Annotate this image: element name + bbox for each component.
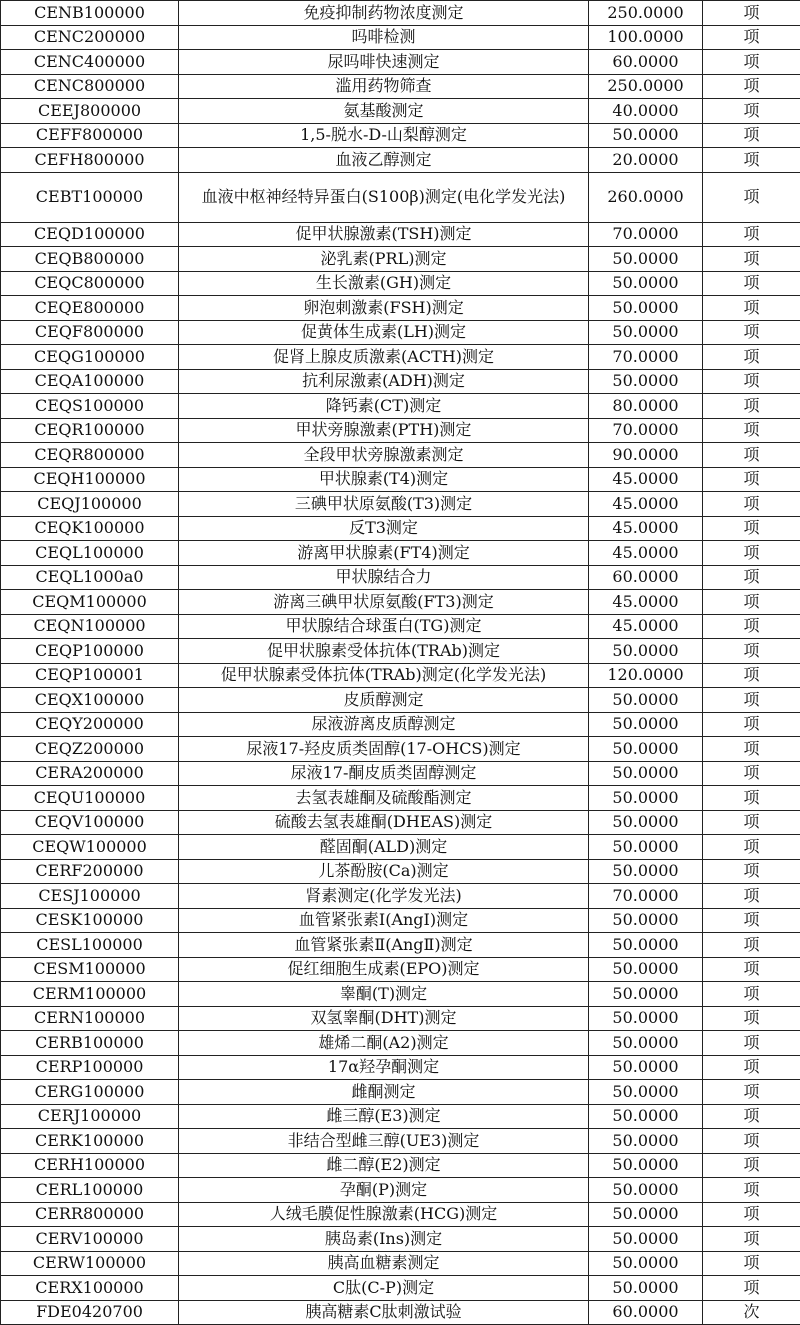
item-name-cell: 抗利尿激素(ADH)测定: [179, 369, 589, 394]
item-unit-cell: 项: [703, 394, 800, 419]
item-price-cell: 120.0000: [589, 663, 703, 688]
item-unit-cell: 项: [703, 761, 800, 786]
item-code-cell: CERX100000: [1, 1276, 179, 1301]
item-price-cell: 50.0000: [589, 737, 703, 762]
item-code-cell: CEQK100000: [1, 516, 179, 541]
item-name-cell: 尿液游离皮质醇测定: [179, 712, 589, 737]
table-row: [1, 1178, 800, 1203]
item-unit-cell: 项: [703, 1178, 800, 1203]
item-name-cell: 尿液17-羟皮质类固醇(17-OHCS)测定: [179, 737, 589, 762]
item-code-cell: CEQM100000: [1, 590, 179, 615]
item-unit-cell: 项: [703, 369, 800, 394]
table-row: [1, 810, 800, 835]
item-code-cell: CEQC800000: [1, 271, 179, 296]
item-price-cell: 45.0000: [589, 614, 703, 639]
item-price-cell: 60.0000: [589, 565, 703, 590]
item-name-cell: 促甲状腺素受体抗体(TRAb)测定: [179, 639, 589, 664]
table-row: [1, 467, 800, 492]
item-code-cell: CERP100000: [1, 1055, 179, 1080]
table-row: [1, 148, 800, 173]
item-price-cell: 50.0000: [589, 933, 703, 958]
item-name-cell: 睾酮(T)测定: [179, 982, 589, 1007]
item-name-cell: 儿茶酚胺(Ca)测定: [179, 859, 589, 884]
item-name-cell: 反T3测定: [179, 516, 589, 541]
item-price-cell: 50.0000: [589, 761, 703, 786]
item-price-cell: 50.0000: [589, 786, 703, 811]
item-price-cell: 50.0000: [589, 1031, 703, 1056]
item-price-cell: 50.0000: [589, 1080, 703, 1105]
table-row: [1, 688, 800, 713]
table-row: [1, 418, 800, 443]
item-unit-cell: 项: [703, 1153, 800, 1178]
item-code-cell: CEBT100000: [1, 172, 179, 222]
item-name-cell: 胰高血糖素测定: [179, 1251, 589, 1276]
item-unit-cell: 项: [703, 884, 800, 909]
item-code-cell: CERR800000: [1, 1202, 179, 1227]
table-row: [1, 1006, 800, 1031]
item-code-cell: CERF200000: [1, 859, 179, 884]
table-row: [1, 123, 800, 148]
table-row: [1, 1104, 800, 1129]
item-name-cell: 雌酮测定: [179, 1080, 589, 1105]
item-code-cell: CEQV100000: [1, 810, 179, 835]
item-code-cell: CENC800000: [1, 74, 179, 99]
item-unit-cell: 项: [703, 516, 800, 541]
item-unit-cell: 项: [703, 172, 800, 222]
item-unit-cell: 项: [703, 50, 800, 75]
item-price-cell: 250.0000: [589, 1, 703, 26]
item-price-cell: 20.0000: [589, 148, 703, 173]
fee-table-body: [1, 1, 800, 1325]
item-code-cell: CEQG100000: [1, 345, 179, 370]
table-row: [1, 614, 800, 639]
item-name-cell: 吗啡检测: [179, 25, 589, 50]
table-row: [1, 982, 800, 1007]
table-row: [1, 541, 800, 566]
item-price-cell: 50.0000: [589, 1153, 703, 1178]
table-row: [1, 394, 800, 419]
item-unit-cell: 项: [703, 541, 800, 566]
item-unit-cell: 项: [703, 712, 800, 737]
item-name-cell: 17α羟孕酮测定: [179, 1055, 589, 1080]
item-price-cell: 50.0000: [589, 1178, 703, 1203]
item-code-cell: CESM100000: [1, 957, 179, 982]
item-name-cell: 甲状腺结合力: [179, 565, 589, 590]
item-name-cell: 甲状旁腺激素(PTH)测定: [179, 418, 589, 443]
item-price-cell: 90.0000: [589, 443, 703, 468]
item-name-cell: 胰高糖素C肽刺激试验: [179, 1300, 589, 1325]
item-price-cell: 50.0000: [589, 1006, 703, 1031]
item-name-cell: 促甲状腺素受体抗体(TRAb)测定(化学发光法): [179, 663, 589, 688]
item-code-cell: CEQF800000: [1, 320, 179, 345]
item-name-cell: 肾素测定(化学发光法): [179, 884, 589, 909]
item-code-cell: FDE0420700: [1, 1300, 179, 1325]
item-code-cell: CEQR800000: [1, 443, 179, 468]
item-code-cell: CENC200000: [1, 25, 179, 50]
item-name-cell: 血液乙醇测定: [179, 148, 589, 173]
item-unit-cell: 项: [703, 247, 800, 272]
table-row: [1, 884, 800, 909]
table-row: [1, 1202, 800, 1227]
item-price-cell: 50.0000: [589, 810, 703, 835]
item-price-cell: 45.0000: [589, 467, 703, 492]
item-code-cell: CEQW100000: [1, 835, 179, 860]
item-unit-cell: 项: [703, 1055, 800, 1080]
item-price-cell: 50.0000: [589, 296, 703, 321]
item-name-cell: 甲状腺素(T4)测定: [179, 467, 589, 492]
table-row: [1, 1, 800, 26]
item-unit-cell: 项: [703, 737, 800, 762]
table-row: [1, 50, 800, 75]
item-code-cell: CEQR100000: [1, 418, 179, 443]
item-price-cell: 70.0000: [589, 418, 703, 443]
item-code-cell: CEQX100000: [1, 688, 179, 713]
item-name-cell: 血管紧张素Ⅱ(AngⅡ)测定: [179, 933, 589, 958]
item-price-cell: 45.0000: [589, 516, 703, 541]
item-code-cell: CESK100000: [1, 908, 179, 933]
item-name-cell: 非结合型雌三醇(UE3)测定: [179, 1129, 589, 1154]
item-price-cell: 50.0000: [589, 859, 703, 884]
item-price-cell: 50.0000: [589, 1055, 703, 1080]
item-name-cell: 1,5-脱水-D-山梨醇测定: [179, 123, 589, 148]
item-price-cell: 50.0000: [589, 1129, 703, 1154]
item-unit-cell: 项: [703, 933, 800, 958]
item-unit-cell: 项: [703, 835, 800, 860]
item-unit-cell: 项: [703, 1, 800, 26]
item-code-cell: CERN100000: [1, 1006, 179, 1031]
item-name-cell: 雌三醇(E3)测定: [179, 1104, 589, 1129]
item-unit-cell: 项: [703, 25, 800, 50]
item-price-cell: 50.0000: [589, 688, 703, 713]
item-unit-cell: 项: [703, 786, 800, 811]
item-unit-cell: 项: [703, 1104, 800, 1129]
item-code-cell: CEQL1000a0: [1, 565, 179, 590]
item-price-cell: 50.0000: [589, 957, 703, 982]
item-name-cell: 全段甲状旁腺激素测定: [179, 443, 589, 468]
item-name-cell: 生长激素(GH)测定: [179, 271, 589, 296]
item-name-cell: 滥用药物筛查: [179, 74, 589, 99]
item-unit-cell: 项: [703, 1202, 800, 1227]
item-name-cell: 游离三碘甲状原氨酸(FT3)测定: [179, 590, 589, 615]
item-price-cell: 250.0000: [589, 74, 703, 99]
item-unit-cell: 项: [703, 418, 800, 443]
item-unit-cell: 项: [703, 565, 800, 590]
item-code-cell: CERJ100000: [1, 1104, 179, 1129]
item-name-cell: 去氢表雄酮及硫酸酯测定: [179, 786, 589, 811]
table-row: [1, 492, 800, 517]
item-price-cell: 45.0000: [589, 590, 703, 615]
item-name-cell: 雄烯二酮(A2)测定: [179, 1031, 589, 1056]
table-row: [1, 565, 800, 590]
item-code-cell: CERV100000: [1, 1227, 179, 1252]
item-unit-cell: 项: [703, 1080, 800, 1105]
item-code-cell: CEQP100001: [1, 663, 179, 688]
item-price-cell: 70.0000: [589, 222, 703, 247]
table-row: [1, 369, 800, 394]
table-row: [1, 639, 800, 664]
table-row: [1, 443, 800, 468]
item-unit-cell: 次: [703, 1300, 800, 1325]
table-row: [1, 835, 800, 860]
item-name-cell: 血液中枢神经特异蛋白(S100β)测定(电化学发光法): [179, 172, 589, 222]
item-unit-cell: 项: [703, 271, 800, 296]
item-code-cell: CERB100000: [1, 1031, 179, 1056]
item-unit-cell: 项: [703, 443, 800, 468]
item-unit-cell: 项: [703, 688, 800, 713]
item-unit-cell: 项: [703, 859, 800, 884]
item-unit-cell: 项: [703, 590, 800, 615]
item-unit-cell: 项: [703, 296, 800, 321]
item-code-cell: CEQL100000: [1, 541, 179, 566]
item-unit-cell: 项: [703, 492, 800, 517]
table-row: [1, 271, 800, 296]
item-name-cell: 降钙素(CT)测定: [179, 394, 589, 419]
table-row: [1, 25, 800, 50]
item-name-cell: 血管紧张素Ⅰ(AngⅠ)测定: [179, 908, 589, 933]
item-price-cell: 100.0000: [589, 25, 703, 50]
item-name-cell: 氨基酸测定: [179, 99, 589, 124]
item-code-cell: CEFH800000: [1, 148, 179, 173]
item-price-cell: 50.0000: [589, 1227, 703, 1252]
item-code-cell: CEFF800000: [1, 123, 179, 148]
item-name-cell: C肽(C-P)测定: [179, 1276, 589, 1301]
item-name-cell: 甲状腺结合球蛋白(TG)测定: [179, 614, 589, 639]
item-price-cell: 50.0000: [589, 271, 703, 296]
table-row: [1, 1031, 800, 1056]
item-name-cell: 胰岛素(Ins)测定: [179, 1227, 589, 1252]
item-price-cell: 50.0000: [589, 369, 703, 394]
item-code-cell: CEQB800000: [1, 247, 179, 272]
item-unit-cell: 项: [703, 908, 800, 933]
table-row: [1, 957, 800, 982]
table-row: [1, 1129, 800, 1154]
item-unit-cell: 项: [703, 320, 800, 345]
item-name-cell: 孕酮(P)测定: [179, 1178, 589, 1203]
item-code-cell: CEQU100000: [1, 786, 179, 811]
item-price-cell: 50.0000: [589, 1202, 703, 1227]
table-row: [1, 516, 800, 541]
table-row: [1, 172, 800, 222]
item-code-cell: CEEJ800000: [1, 99, 179, 124]
table-row: [1, 99, 800, 124]
item-code-cell: CEQY200000: [1, 712, 179, 737]
table-row: [1, 1276, 800, 1301]
item-name-cell: 促甲状腺激素(TSH)测定: [179, 222, 589, 247]
item-code-cell: CERH100000: [1, 1153, 179, 1178]
item-price-cell: 80.0000: [589, 394, 703, 419]
item-code-cell: CEQN100000: [1, 614, 179, 639]
item-unit-cell: 项: [703, 957, 800, 982]
table-row: [1, 296, 800, 321]
item-price-cell: 50.0000: [589, 1104, 703, 1129]
table-row: [1, 933, 800, 958]
item-unit-cell: 项: [703, 639, 800, 664]
item-name-cell: 人绒毛膜促性腺激素(HCG)测定: [179, 1202, 589, 1227]
item-code-cell: CEQH100000: [1, 467, 179, 492]
item-unit-cell: 项: [703, 1006, 800, 1031]
item-name-cell: 促红细胞生成素(EPO)测定: [179, 957, 589, 982]
item-unit-cell: 项: [703, 1031, 800, 1056]
item-unit-cell: 项: [703, 345, 800, 370]
item-code-cell: CEQP100000: [1, 639, 179, 664]
item-unit-cell: 项: [703, 99, 800, 124]
item-price-cell: 50.0000: [589, 639, 703, 664]
item-name-cell: 卵泡刺激素(FSH)测定: [179, 296, 589, 321]
item-name-cell: 雌二醇(E2)测定: [179, 1153, 589, 1178]
item-code-cell: CEQA100000: [1, 369, 179, 394]
item-unit-cell: 项: [703, 982, 800, 1007]
item-unit-cell: 项: [703, 148, 800, 173]
item-price-cell: 40.0000: [589, 99, 703, 124]
table-row: [1, 590, 800, 615]
item-unit-cell: 项: [703, 810, 800, 835]
item-price-cell: 50.0000: [589, 1251, 703, 1276]
item-name-cell: 免疫抑制药物浓度测定: [179, 1, 589, 26]
item-unit-cell: 项: [703, 1227, 800, 1252]
item-code-cell: CERW100000: [1, 1251, 179, 1276]
item-unit-cell: 项: [703, 222, 800, 247]
table-row: [1, 1055, 800, 1080]
item-unit-cell: 项: [703, 74, 800, 99]
table-row: [1, 1153, 800, 1178]
item-price-cell: 60.0000: [589, 1300, 703, 1325]
item-name-cell: 尿吗啡快速测定: [179, 50, 589, 75]
table-row: [1, 663, 800, 688]
item-unit-cell: 项: [703, 614, 800, 639]
item-name-cell: 尿液17-酮皮质类固醇测定: [179, 761, 589, 786]
table-row: [1, 247, 800, 272]
table-row: [1, 320, 800, 345]
item-price-cell: 60.0000: [589, 50, 703, 75]
item-name-cell: 醛固酮(ALD)测定: [179, 835, 589, 860]
item-price-cell: 50.0000: [589, 123, 703, 148]
item-price-cell: 50.0000: [589, 320, 703, 345]
item-unit-cell: 项: [703, 123, 800, 148]
item-code-cell: CEQD100000: [1, 222, 179, 247]
item-code-cell: CERG100000: [1, 1080, 179, 1105]
item-unit-cell: 项: [703, 1251, 800, 1276]
item-code-cell: CEQZ200000: [1, 737, 179, 762]
item-code-cell: CERA200000: [1, 761, 179, 786]
item-name-cell: 双氢睾酮(DHT)测定: [179, 1006, 589, 1031]
item-price-cell: 45.0000: [589, 541, 703, 566]
table-row: [1, 712, 800, 737]
item-unit-cell: 项: [703, 663, 800, 688]
item-price-cell: 50.0000: [589, 712, 703, 737]
item-name-cell: 皮质醇测定: [179, 688, 589, 713]
item-price-cell: 70.0000: [589, 884, 703, 909]
table-row: [1, 737, 800, 762]
table-row: [1, 1251, 800, 1276]
table-row: [1, 345, 800, 370]
item-price-cell: 50.0000: [589, 982, 703, 1007]
item-name-cell: 促黄体生成素(LH)测定: [179, 320, 589, 345]
item-name-cell: 硫酸去氢表雄酮(DHEAS)测定: [179, 810, 589, 835]
item-name-cell: 促肾上腺皮质激素(ACTH)测定: [179, 345, 589, 370]
item-code-cell: CESJ100000: [1, 884, 179, 909]
item-price-cell: 260.0000: [589, 172, 703, 222]
item-name-cell: 游离甲状腺素(FT4)测定: [179, 541, 589, 566]
item-code-cell: CENB100000: [1, 1, 179, 26]
item-name-cell: 泌乳素(PRL)测定: [179, 247, 589, 272]
table-row: [1, 1300, 800, 1325]
item-price-cell: 50.0000: [589, 908, 703, 933]
table-row: [1, 786, 800, 811]
item-price-cell: 50.0000: [589, 1276, 703, 1301]
item-code-cell: CEQJ100000: [1, 492, 179, 517]
item-unit-cell: 项: [703, 1276, 800, 1301]
table-row: [1, 222, 800, 247]
item-code-cell: CENC400000: [1, 50, 179, 75]
item-unit-cell: 项: [703, 1129, 800, 1154]
item-unit-cell: 项: [703, 467, 800, 492]
item-code-cell: CEQS100000: [1, 394, 179, 419]
item-price-cell: 50.0000: [589, 247, 703, 272]
item-code-cell: CESL100000: [1, 933, 179, 958]
item-price-cell: 70.0000: [589, 345, 703, 370]
item-code-cell: CERK100000: [1, 1129, 179, 1154]
table-row: [1, 761, 800, 786]
table-row: [1, 1227, 800, 1252]
table-row: [1, 908, 800, 933]
table-row: [1, 1080, 800, 1105]
item-name-cell: 三碘甲状原氨酸(T3)测定: [179, 492, 589, 517]
table-row: [1, 74, 800, 99]
item-price-cell: 50.0000: [589, 835, 703, 860]
item-price-cell: 45.0000: [589, 492, 703, 517]
item-code-cell: CEQE800000: [1, 296, 179, 321]
item-code-cell: CERL100000: [1, 1178, 179, 1203]
table-row: [1, 859, 800, 884]
item-code-cell: CERM100000: [1, 982, 179, 1007]
